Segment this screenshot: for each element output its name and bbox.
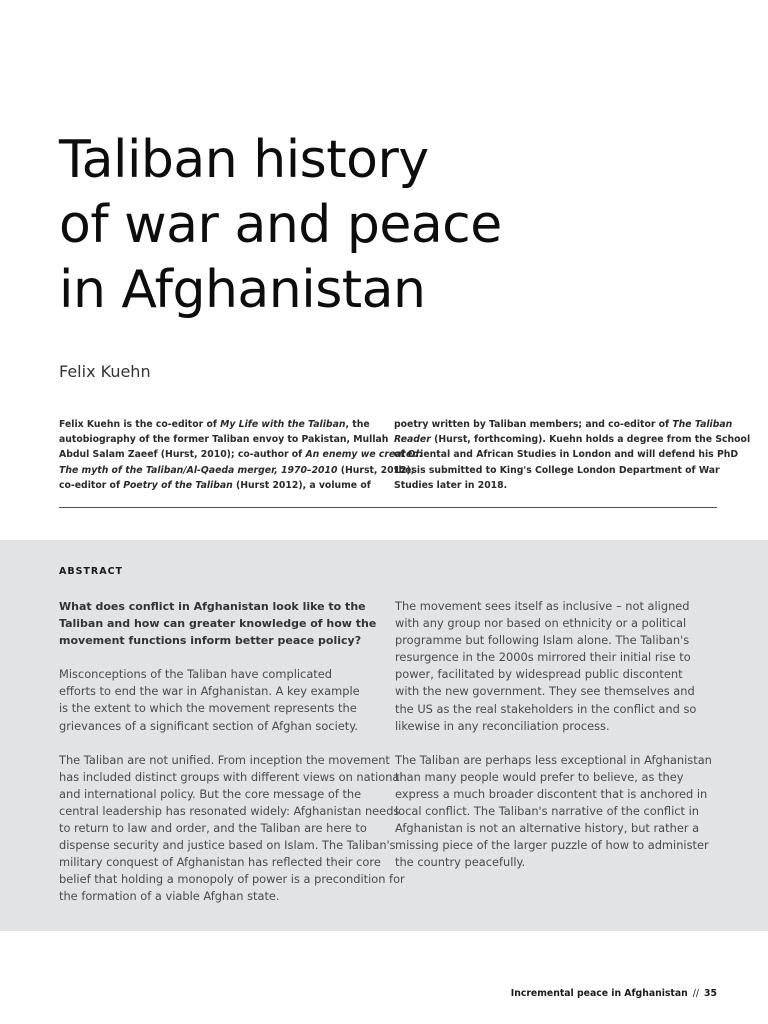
abstract-line: programme but following Islam alone. The Taliban's — [395, 633, 690, 648]
bio-text: co-editor of — [59, 479, 124, 491]
abstract-line: military conquest of Afghanistan has reflected their core — [59, 855, 381, 870]
title-line: of war and peace — [59, 195, 502, 255]
abstract-paragraph — [395, 752, 725, 872]
bio-text: Abdul Salam Zaeef (Hurst, 2010); co-author of — [59, 449, 306, 461]
bio-line — [394, 478, 724, 493]
abstract-line: belief that holding a monopoly of power is a precondition for — [59, 872, 405, 887]
abstract-line: central leadership has resonated widely: Afghanistan needs — [59, 803, 400, 818]
bio-text: Studies later in 2018. — [394, 479, 508, 491]
abstract-line: Taliban and how can greater knowledge of how the — [59, 617, 377, 631]
article-title — [59, 128, 699, 323]
bio-line — [394, 463, 724, 478]
abstract-line: to return to law and order, and the Taliban are here to — [59, 821, 367, 836]
bio-line — [59, 432, 389, 447]
bio-text: autobiography of the former Taliban envoy to Pakistan, Mullah — [59, 434, 389, 446]
footer-publication: Incremental peace in Afghanistan — [510, 988, 688, 999]
abstract-left-column — [59, 598, 405, 923]
abstract-paragraph — [59, 666, 389, 734]
footer-separator: // — [692, 988, 700, 999]
author-bio-right-column — [394, 417, 751, 493]
bio-title-citation: The Taliban — [672, 419, 733, 430]
bio-line — [394, 417, 733, 432]
abstract-line: is the extent to which the movement represents the — [59, 701, 357, 716]
abstract-line: likewise in any reconciliation process. — [395, 718, 610, 733]
bio-line — [59, 463, 415, 478]
abstract-line: The movement sees itself as inclusive – not aligned — [395, 599, 690, 613]
section-divider — [59, 507, 717, 508]
abstract-line: Misconceptions of the Taliban have complicated — [59, 667, 333, 682]
abstract-line: What does conflict in Afghanistan look like to the — [59, 600, 366, 613]
abstract-line: dispense security and justice based on Islam. The Taliban's — [59, 838, 396, 853]
abstract-line: and international policy. But the core message of the — [59, 786, 362, 801]
bio-line — [394, 447, 739, 462]
abstract-line: movement functions inform better peace policy? — [59, 634, 362, 648]
abstract-line: express a much broader discontent that is anchored in — [395, 786, 708, 801]
bio-text: of Oriental and African Studies in London and will defend his PhD — [394, 449, 739, 461]
abstract-heading: ABSTRACT — [59, 566, 124, 577]
bio-line — [394, 432, 751, 447]
abstract-line: the US as the real stakeholders in the conflict and so — [395, 701, 697, 716]
bio-title-citation: My Life with the Taliban — [220, 419, 346, 430]
abstract-line: Afghanistan is not an alternative history, but rather a — [395, 821, 700, 836]
bio-title-citation: The myth of the Taliban/Al-Qaeda merger, 1970–2010 — [59, 464, 338, 476]
abstract-line: the formation of a viable Afghan state. — [59, 889, 280, 904]
abstract-paragraph — [59, 752, 405, 906]
page-number: 35 — [704, 988, 717, 999]
bio-text: (Hurst, forthcoming). Kuehn holds a degree from the School — [430, 434, 751, 446]
bio-text: poetry written by Taliban members; and co-editor of — [394, 419, 673, 430]
bio-title-citation: Reader — [394, 434, 431, 446]
bio-line — [59, 417, 389, 432]
bio-text: Felix Kuehn is the co-editor of — [59, 419, 221, 430]
bio-line — [59, 478, 389, 493]
abstract-line: missing piece of the larger puzzle of how to administer — [395, 838, 709, 853]
abstract-line: grievances of a significant section of Afghan society. — [59, 718, 358, 733]
abstract-lead-question — [59, 598, 389, 649]
abstract-line: than many people would prefer to believe, as they — [395, 769, 684, 784]
author-name: Felix Kuehn — [59, 362, 151, 381]
title-line: Taliban history — [59, 130, 429, 190]
abstract-line: has included distinct groups with different views on national — [59, 769, 403, 784]
abstract-paragraph — [395, 598, 725, 735]
abstract-line: with the new government. They see themselves and — [395, 684, 695, 699]
page-footer — [511, 988, 717, 999]
abstract-line: The Taliban are not unified. From inception the movement — [59, 752, 390, 767]
bio-line — [59, 447, 423, 462]
abstract-line: efforts to end the war in Afghanistan. A key example — [59, 684, 360, 699]
abstract-line: the country peacefully. — [395, 855, 526, 870]
abstract-line: resurgence in the 2000s mirrored their initial rise to — [395, 650, 691, 665]
bio-text: , the — [345, 419, 370, 430]
title-line: in Afghanistan — [59, 260, 426, 320]
bio-title-citation: Poetry of the Taliban — [123, 479, 233, 491]
abstract-line: with any group nor based on ethnicity or a political — [395, 616, 687, 631]
abstract-line: local conflict. The Taliban's narrative of the conflict in — [395, 804, 700, 819]
abstract-line: The Taliban are perhaps less exceptional in Afghanistan — [395, 752, 712, 767]
abstract-line: power, facilitated by widespread public discontent — [395, 667, 683, 682]
bio-text: (Hurst, 2012); — [337, 464, 415, 476]
bio-text: thesis submitted to King's College London Department of War — [394, 464, 720, 476]
bio-title-citation: An enemy we created: — [305, 449, 423, 461]
bio-text: (Hurst 2012), a volume of — [232, 479, 371, 491]
abstract-right-column — [395, 598, 725, 888]
